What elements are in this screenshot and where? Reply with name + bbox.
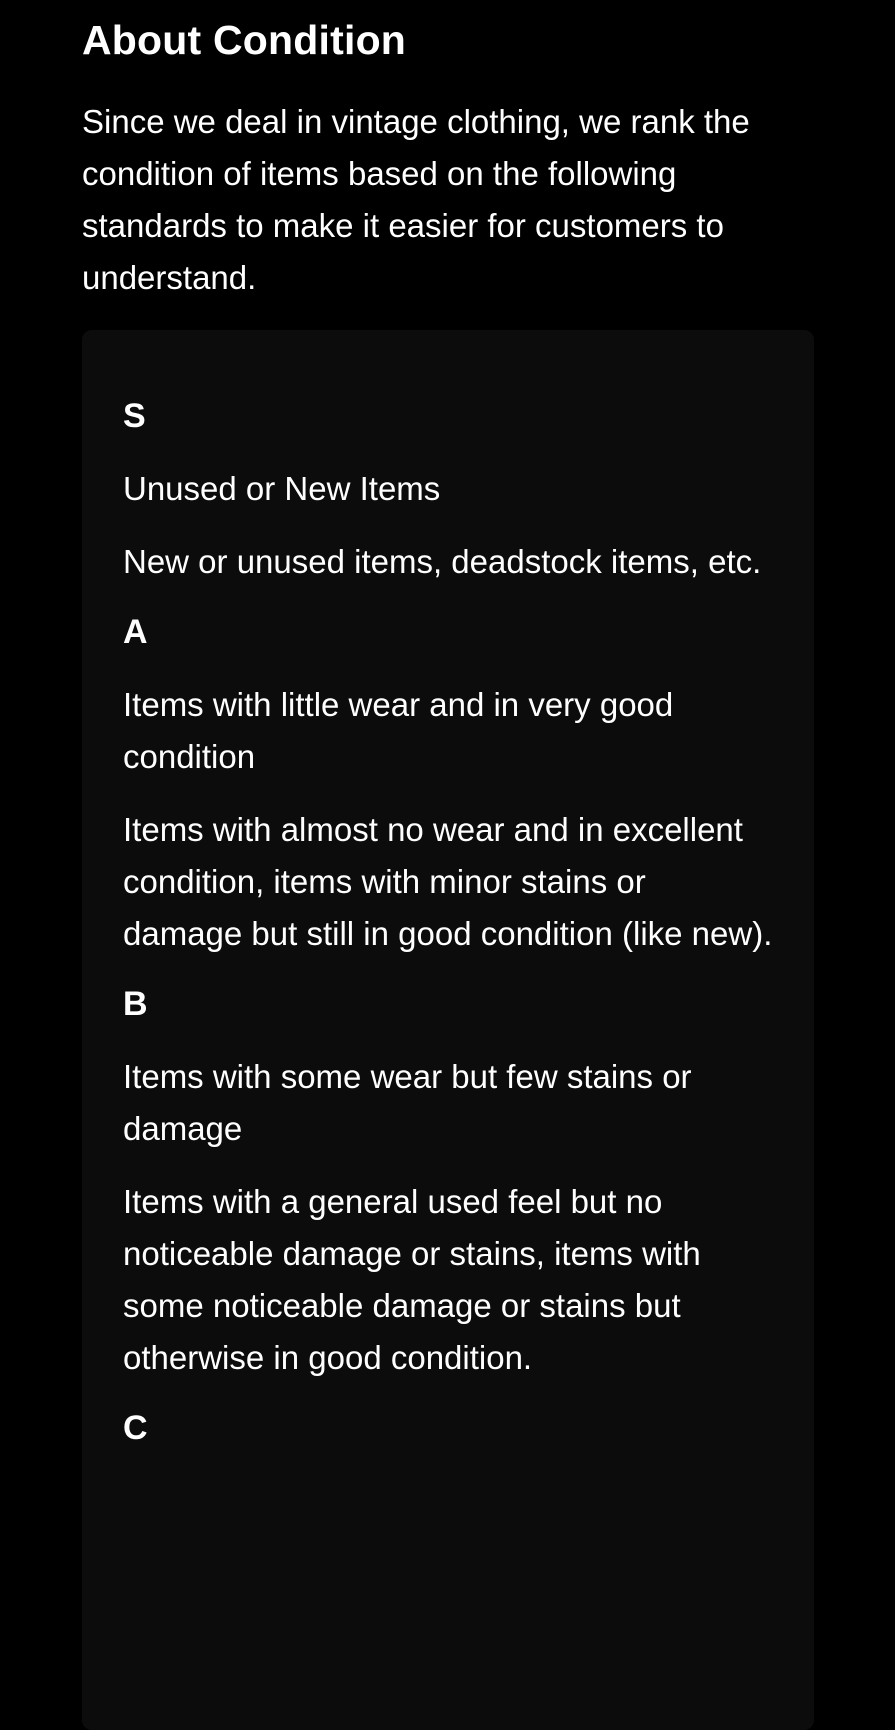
grade-letter: A (123, 613, 148, 651)
grade-letter: C (123, 1409, 148, 1447)
intro-paragraph: Since we deal in vintage clothing, we rank the condition of items based on the following standards to make it easier for customers to understand. (82, 103, 750, 296)
grade-summary: Items with little wear and in very good condition (123, 686, 674, 775)
grade-detail: Items with a general used feel but no noticeable damage or stains, items with some noticeable damage or stains but otherwise in good condition. (123, 1183, 701, 1376)
grade-a (123, 606, 774, 960)
grade-detail: Items with almost no wear and in excellent condition, items with minor stains or damage but still in good condition (like new). (123, 811, 773, 952)
condition-section (82, 0, 814, 1730)
grade-s (123, 390, 774, 588)
page-title: About Condition (82, 17, 407, 63)
grade-letter: S (123, 397, 146, 435)
grade-c (123, 1402, 774, 1454)
grade-letter: B (123, 985, 148, 1023)
grade-summary: Items with some wear but few stains or damage (123, 1058, 692, 1147)
condition-grades-card (82, 330, 814, 1730)
grade-summary: Unused or New Items (123, 470, 441, 507)
grade-b (123, 978, 774, 1384)
grade-detail: New or unused items, deadstock items, etc. (123, 543, 762, 580)
